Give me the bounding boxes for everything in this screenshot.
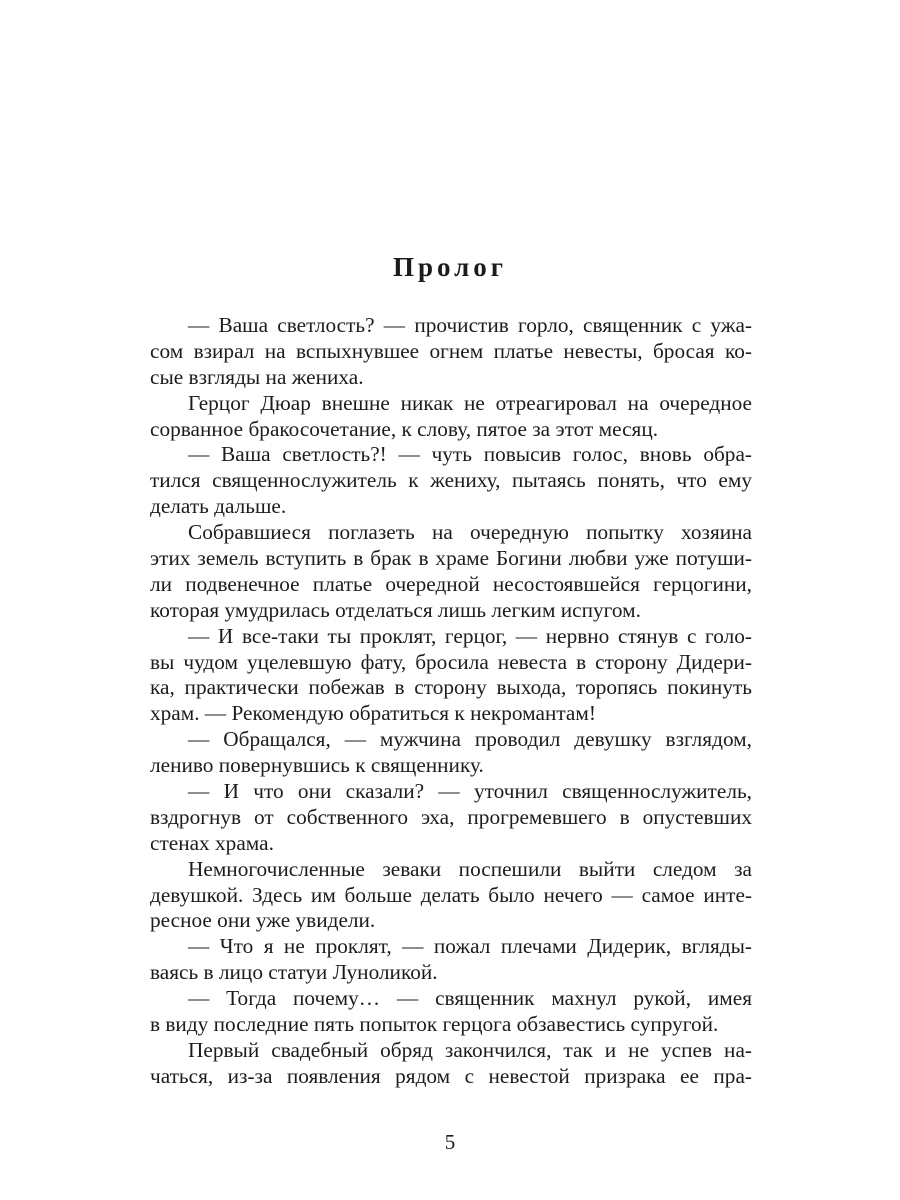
text-line: — Ваша светлость? — прочистив горло, священник с ужа- — [188, 313, 752, 337]
text-line: — Обращался, — мужчина проводил девушку взглядом, — [188, 727, 752, 752]
text-line: тился священнослужитель к жениху, пытаясь понять, что ему — [150, 468, 752, 493]
text-line: Немногочисленные зеваки поспешили выйти следом за — [188, 856, 752, 881]
text-line: — Тогда почему… — священник махнул рукой, имея — [188, 986, 752, 1011]
text-line: вздрогнув от собственного эха, прогремевшего в опустевших — [150, 804, 752, 829]
text-line: сом взирал на вспыхнувшее огнем платье невесты, бросая ко- — [150, 338, 752, 363]
page-number: 5 — [444, 1130, 456, 1154]
text-line: — И что они сказали? — уточнил священнослужитель, — [188, 779, 752, 804]
text-line: ваясь в лицо статуи Луноликой. — [150, 960, 438, 985]
text-line: храм. — Рекомендую обратиться к некромантам! — [150, 701, 596, 726]
text-line: сорванное бракосочетание, к слову, пятое за этот месяц. — [150, 416, 659, 441]
chapter-title: Пролог — [392, 252, 508, 282]
text-line: которая умудрилась отделаться лишь легким испугом. — [150, 597, 641, 622]
text-line: сые взгляды на жениха. — [150, 364, 364, 389]
body-text — [150, 313, 752, 1090]
text-line: чаться, из-за появления рядом с невестой призрака ее пра- — [150, 1063, 752, 1088]
text-line: — Что я не проклят, — пожал плечами Дидерик, вгляды- — [188, 934, 752, 959]
text-line: девушкой. Здесь им больше делать было нечего — самое инте- — [150, 882, 752, 907]
text-line: ли подвенечное платье очередной несостоявшейся герцогини, — [150, 571, 752, 596]
text-line: — И все-таки ты проклят, герцог, — нервно стянув с голо- — [188, 623, 752, 648]
text-line: Собравшиеся поглазеть на очередную попытку хозяина — [188, 520, 752, 545]
text-line: ка, практически побежав в сторону выхода, торопясь покинуть — [150, 675, 752, 700]
text-line: вы чудом уцелевшую фату, бросила невеста в сторону Дидери- — [150, 649, 752, 674]
text-line: стенах храма. — [150, 830, 274, 855]
text-line: Первый свадебный обряд закончился, так и не успев на- — [188, 1037, 752, 1062]
text-line: делать дальше. — [150, 494, 287, 519]
text-line: лениво повернувшись к священнику. — [150, 753, 484, 778]
text-line: — Ваша светлость?! — чуть повысив голос, вновь обра- — [188, 442, 752, 467]
text-line: ресное они уже увидели. — [150, 908, 376, 933]
text-line: в виду последние пять попыток герцога обзавестись супругой. — [150, 1012, 719, 1037]
text-line: этих земель вступить в брак в храме Богини любви уже потуши- — [150, 546, 752, 571]
text-line: Герцог Дюар внешне никак не отреагировал на очередное — [188, 390, 752, 415]
